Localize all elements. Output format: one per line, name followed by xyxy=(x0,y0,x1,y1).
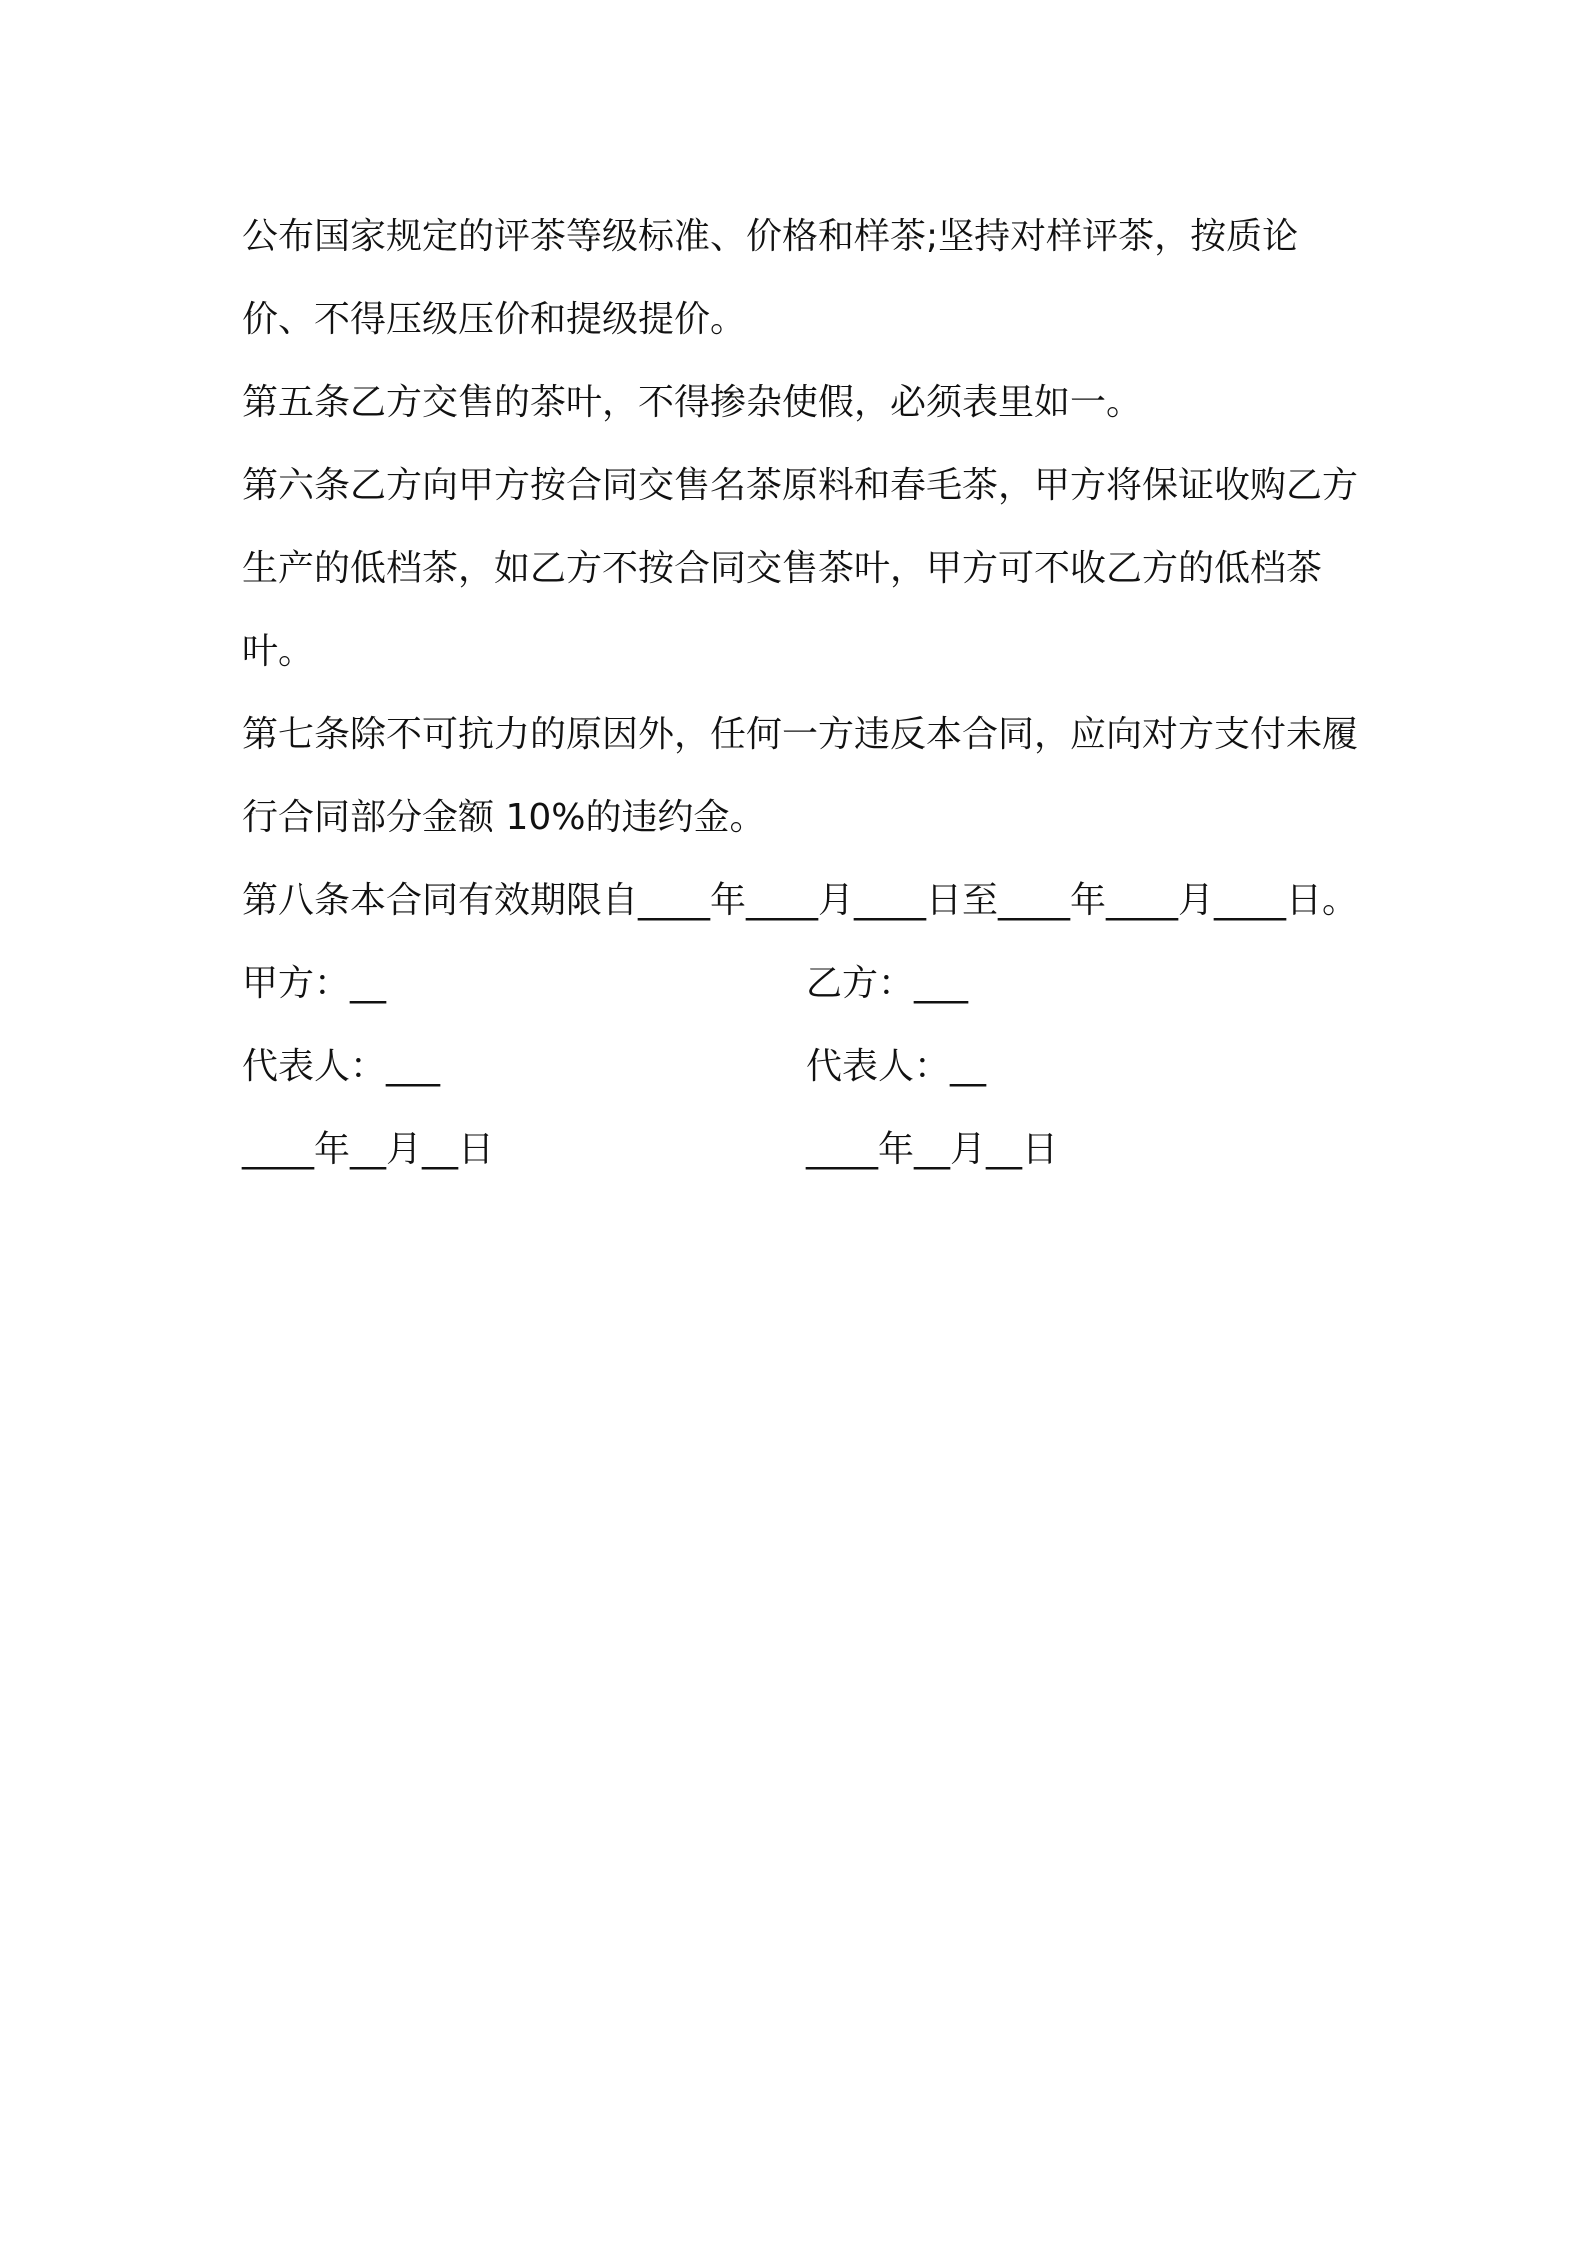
paragraph-article-7: 第七条除不可抗力的原因外，任何一方违反本合同，应向对方支付未履行合同部分金额 10%的违约金。 xyxy=(242,714,1359,838)
representative-a-label: 代表人：___ xyxy=(242,1046,441,1087)
paragraph-article-6: 第六条乙方向甲方按合同交售名茶原料和春毛茶，甲方将保证收购乙方生产的低档茶，如乙方不按合同交售茶叶，甲方可不收乙方的低档茶叶。 xyxy=(242,465,1359,672)
signature-row-date xyxy=(242,1108,1358,1191)
document-body xyxy=(242,195,1358,1191)
party-b-label: 乙方：___ xyxy=(806,963,969,1004)
paragraph-pricing: 公布国家规定的评茶等级标准、价格和样茶;坚持对样评茶，按质论价、不得压级压价和提级提价。 xyxy=(242,216,1299,340)
paragraph-article-8: 第八条本合同有效期限自____年____月____日至____年____月____日。 xyxy=(242,880,1359,921)
date-a-label: ____年__月__日 xyxy=(242,1129,495,1170)
paragraph-article-5: 第五条乙方交售的茶叶，不得掺杂使假，必须表里如一。 xyxy=(242,382,1143,423)
party-a-label: 甲方：__ xyxy=(242,963,387,1004)
signature-row-party xyxy=(242,942,1358,1025)
signature-row-representative xyxy=(242,1025,1358,1108)
date-b-label: ____年__月__日 xyxy=(806,1129,1059,1170)
representative-b-label: 代表人：__ xyxy=(806,1046,987,1087)
